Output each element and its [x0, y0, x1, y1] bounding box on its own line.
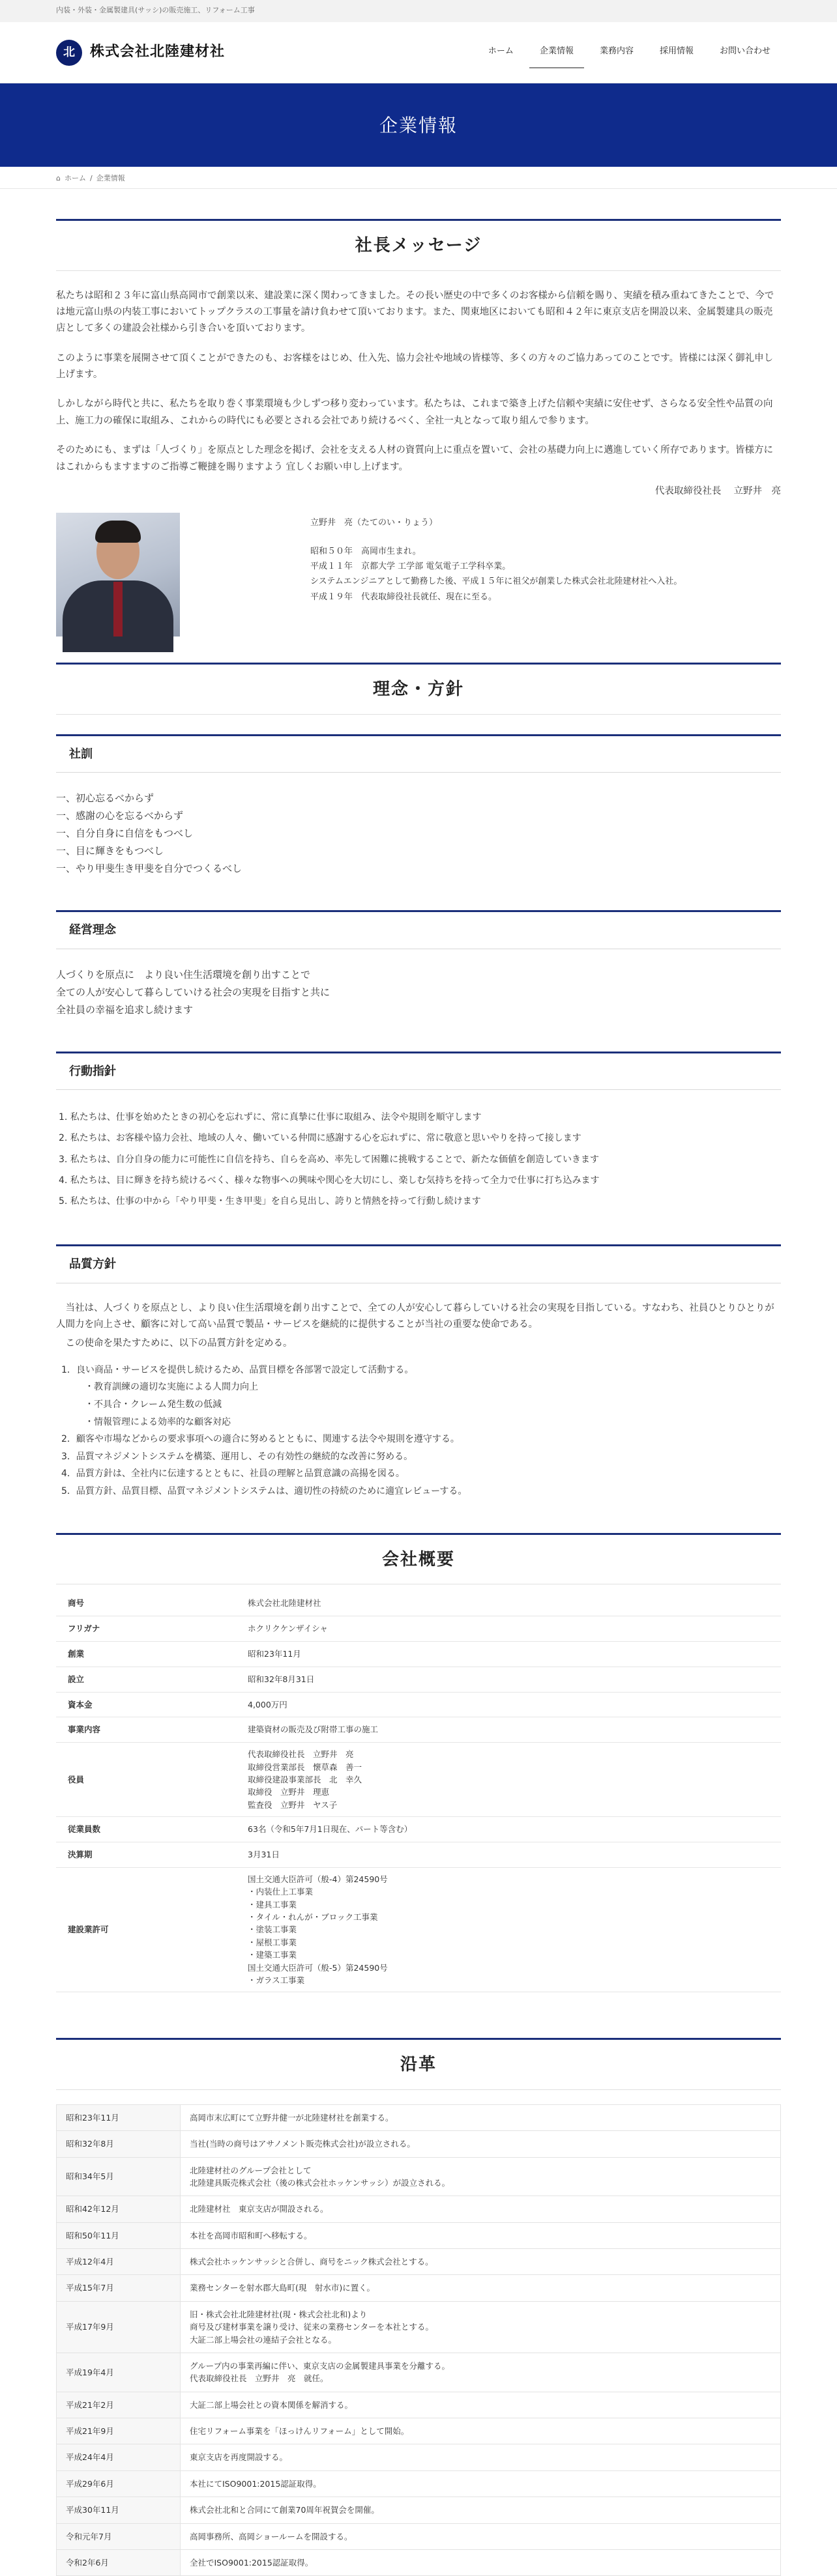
signature: 代表取締役社長 立野井 亮 — [654, 485, 781, 496]
logo-mark-icon: 北 — [56, 40, 82, 66]
history-date: 昭和42年12月 — [57, 2196, 181, 2222]
president-message — [56, 288, 781, 476]
history-text: 東京支店を再度開設する。 — [181, 2444, 781, 2470]
table-row — [56, 1743, 781, 1817]
table-row — [57, 2249, 781, 2275]
profile-line — [310, 531, 682, 544]
history-title: 沿革 — [56, 2038, 781, 2090]
history-text: 本社を高岡市昭和町へ移転する。 — [181, 2222, 781, 2248]
history-date: 昭和32年8月 — [57, 2131, 181, 2157]
home-icon: ⌂ — [56, 174, 61, 182]
row-key: 建設業許可 — [56, 1867, 236, 1992]
table-row — [56, 1591, 781, 1616]
philosophy-title: 理念・方針 — [56, 663, 781, 715]
guidelines-list — [56, 1107, 781, 1212]
history-text: 高岡市末広町にて立野井健一が北陸建材社を創業する。 — [181, 2104, 781, 2130]
history-text: 本社にてISO9001:2015認証取得。 — [181, 2470, 781, 2497]
history-date: 平成29年6月 — [57, 2470, 181, 2497]
row-key: フリガナ — [56, 1616, 236, 1641]
list-item: 一、初心忘るべからず — [56, 792, 154, 805]
history-text: グループ内の事業再編に伴い、東京支店の金属製建具事業を分離する。 代表取締役社長 立野井 亮 就任。 — [181, 2353, 781, 2392]
page-hero — [0, 83, 837, 167]
list-item: 1. 私たちは、仕事を始めたときの初心を忘れずに、常に真摯に仕事に取組み、法令や規則を順守します — [59, 1112, 482, 1123]
list-item: ・不具合・クレーム発生数の低減 — [85, 1399, 222, 1410]
history-date: 令和2年6月 — [57, 2549, 181, 2575]
top-bar — [0, 0, 837, 22]
history-text: 住宅リフォーム事業を「ほっけんリフォーム」として開始。 — [181, 2418, 781, 2444]
row-value: 昭和32年8月31日 — [236, 1667, 781, 1692]
table-row — [56, 1867, 781, 1992]
nav-company[interactable]: 企業情報 — [529, 36, 584, 68]
history-date: 平成12年4月 — [57, 2249, 181, 2275]
table-row — [57, 2392, 781, 2418]
list-item: 1．良い商品・サービスを提供し続けるため、品質目標を各部署で設定して活動する。 — [61, 1364, 414, 1375]
history-text: 北陸建材社 東京支店が開設される。 — [181, 2196, 781, 2222]
row-value: ホクリクケンザイシャ — [236, 1616, 781, 1641]
nav-contact[interactable]: お問い合わせ — [719, 46, 771, 57]
list-item: 5．品質方針、品質目標、品質マネジメントシステムは、適切性の持続のために適宜レビューする。 — [61, 1485, 467, 1496]
management-list — [56, 966, 781, 1019]
list-item: 全社員の幸福を追求し続けます — [56, 1003, 194, 1016]
profile-line: システムエンジニアとして勤務した後、平成１５年に祖父が創業した株式会社北陸建材社へ入社。 — [310, 577, 683, 587]
table-row — [57, 2353, 781, 2392]
motto-list — [56, 790, 781, 878]
breadcrumb-sep: / — [89, 174, 93, 182]
list-item: 一、目に輝きをもつべし — [56, 845, 164, 857]
message-paragraph: 私たちは昭和２３年に富山県高岡市で創業以来、建設業に深く関わってきました。その長い歴史の中で多くのお客様から信頼を賜り、実績を積み重ねてきたことで、今では地元富山県の内装工事においてトップクラスの工事量を請け負わせて頂いております。また、関東地区においても昭和４２年に東京支店を開設以来、金属製建具の販売店として多くの建設会社様から引き合いを頂いております。 — [56, 290, 774, 334]
breadcrumb — [0, 167, 837, 189]
table-row — [56, 1817, 781, 1842]
row-value: 3月31日 — [236, 1842, 781, 1868]
president-photo — [56, 513, 180, 637]
nav-recruit[interactable]: 採用情報 — [659, 46, 694, 57]
nav-business[interactable]: 業務内容 — [599, 46, 634, 57]
page-title: 企業情報 — [379, 114, 458, 136]
row-value: 4,000万円 — [236, 1692, 781, 1717]
table-row — [57, 2157, 781, 2196]
history-text: 株式会社北和と合同にて創業70周年祝賀会を開催。 — [181, 2497, 781, 2523]
company-name: 株式会社北陸建材社 — [90, 44, 226, 61]
table-row — [57, 2418, 781, 2444]
quality-intro: 当社は、人づくりを原点とし、より良い住生活環境を創り出すことで、全ての人が安心して暮らしていける社会の実現を目指している。すなわち、社員ひとりひとりが人間力を向上させ、顧客に対して高い品質で製品・サービスを継続的に提供することが当社の重要な使命である。 — [56, 1302, 774, 1330]
message-paragraph: そのためにも、まずは「人づくり」を原点とした理念を掲げ、会社を支える人材の資質向上に重点を置いて、会社の基礎力向上に邁進していく所存であります。皆様方にはこれからもますますのご指導ご鞭撻を賜りますよう 宜しくお願い申し上げます。 — [56, 445, 773, 472]
table-row — [57, 2196, 781, 2222]
history-date: 平成19年4月 — [57, 2353, 181, 2392]
row-value: 株式会社北陸建材社 — [236, 1591, 781, 1616]
list-item: 2. 私たちは、お客様や協力会社、地域の人々、働いている仲間に感謝する心を忘れずに、常に敬意と思いやりを持って接します — [59, 1133, 581, 1144]
list-item: ・教育訓練の適切な実施による人間力向上 — [85, 1382, 258, 1393]
row-value: 63名（令和5年7月1日現在、パート等含む） — [236, 1817, 781, 1842]
table-row — [57, 2549, 781, 2575]
quality-policy — [56, 1300, 781, 1352]
list-item: 一、やり甲斐生き甲斐を自分でつくるべし — [56, 863, 242, 875]
row-key: 役員 — [56, 1743, 236, 1817]
profile-text — [310, 513, 682, 637]
profile-line: 平成１１年 京都大学 工学部 電気電子工学科卒業。 — [310, 562, 511, 572]
management-title: 経営理念 — [56, 910, 781, 949]
row-value: 昭和23年11月 — [236, 1641, 781, 1667]
message-paragraph: しかしながら時代と共に、私たちを取り巻く事業環境も少しずつ移り変わっています。私たちは、これまで築き上げた信頼や実績に安住せず、さらなる安全性や品質の向上、施工力の確保に取組み、これからの時代にも必要とされる会社であり続けるべく、全社一丸となって取り組んで参ります。 — [56, 399, 773, 426]
table-row — [56, 1842, 781, 1868]
main-content — [56, 189, 781, 2576]
profile-line: 立野井 亮（たてのい・りょう） — [310, 518, 438, 528]
row-key: 設立 — [56, 1667, 236, 1692]
list-item: 5. 私たちは、仕事の中から「やり甲斐・生き甲斐」を自ら見出し、誇りと情熱を持って行動し続けます — [59, 1196, 481, 1207]
table-row — [57, 2131, 781, 2157]
list-item: 3. 私たちは、自分自身の能力に可能性に自信を持ち、自らを高め、率先して困難に挑戦することで、新たな価値を創造していきます — [59, 1154, 599, 1165]
row-value: 代表取締役社長 立野井 亮 取締役営業部長 懐草森 善一 取締役建設事業部長 北 幸久 取締役 立野井 理恵 監査役 立野井 ヤス子 — [236, 1743, 781, 1817]
history-date: 昭和23年11月 — [57, 2104, 181, 2130]
table-row — [56, 1667, 781, 1692]
message-title: 社長メッセージ — [56, 219, 781, 271]
history-date: 平成30年11月 — [57, 2497, 181, 2523]
history-text: 株式会社ホッケンサッシと合併し、商号をニック株式会社とする。 — [181, 2249, 781, 2275]
motto-title: 社訓 — [56, 734, 781, 773]
table-row — [57, 2301, 781, 2353]
site-header — [0, 22, 837, 83]
table-row — [57, 2444, 781, 2470]
row-key: 商号 — [56, 1591, 236, 1616]
profile-line: 昭和５０年 高岡市生まれ。 — [310, 546, 421, 556]
tagline: 内装・外装・金属製建具(サッシ)の販売施工、リフォーム工事 — [56, 6, 255, 14]
row-key: 事業内容 — [56, 1717, 236, 1743]
history-date: 平成15年7月 — [57, 2275, 181, 2301]
nav-home[interactable]: ホーム — [488, 46, 514, 57]
history-date: 昭和34年5月 — [57, 2157, 181, 2196]
list-item: 一、自分自身に自信をもつべし — [56, 827, 194, 840]
history-date: 平成17年9月 — [57, 2301, 181, 2353]
history-date: 昭和50年11月 — [57, 2222, 181, 2248]
list-item: 2．顧客や市場などからの要求事項への適合に努めるとともに、関連する法令や規則を遵守する。 — [61, 1434, 460, 1445]
history-table — [56, 2104, 781, 2576]
history-date: 平成24年4月 — [57, 2444, 181, 2470]
message-paragraph: このように事業を展開させて頂くことができたのも、お客様をはじめ、仕入先、協力会社や地域の皆様等、多くの方々のご協力あってのことです。皆様には深く御礼申し上げます。 — [56, 352, 774, 380]
history-text: 業務センターを射水郡大島町(現 射水市)に置く。 — [181, 2275, 781, 2301]
breadcrumb-current: 企業情報 — [96, 174, 125, 182]
table-row — [56, 1616, 781, 1641]
row-key: 資本金 — [56, 1692, 236, 1717]
table-row — [57, 2104, 781, 2130]
breadcrumb-home[interactable]: ホーム — [64, 174, 86, 182]
quality-intro: この使命を果たすために、以下の品質方針を定める。 — [56, 1338, 293, 1349]
profile-line: 平成１９年 代表取締役社長就任、現在に至る。 — [310, 592, 497, 602]
list-item: 全ての人が安心して暮らしていける社会の実現を目指すと共に — [56, 986, 330, 998]
president-profile — [56, 513, 781, 637]
list-item: ・情報管理による効率的な顧客対応 — [85, 1416, 231, 1427]
row-key: 従業員数 — [56, 1817, 236, 1842]
list-item: 4. 私たちは、目に輝きを持ち続けるべく、様々な物事への興味や関心を大切にし、楽しむ気持ちを持って全力で仕事に打ち込みます — [59, 1175, 600, 1186]
table-row — [57, 2497, 781, 2523]
history-text: 全社でISO9001:2015認証取得。 — [181, 2549, 781, 2575]
history-text: 大証二部上場会社との資本関係を解消する。 — [181, 2392, 781, 2418]
history-date: 令和元年7月 — [57, 2523, 181, 2549]
quality-list — [56, 1362, 781, 1500]
list-item: 4．品質方針は、全社内に伝達するとともに、社員の理解と品質意識の高揚を図る。 — [61, 1468, 405, 1480]
table-row — [56, 1641, 781, 1667]
history-date: 平成21年9月 — [57, 2418, 181, 2444]
list-item: 3．品質マネジメントシステムを構築、運用し、その有効性の継続的な改善に努める。 — [61, 1451, 413, 1462]
row-value: 建築資材の販売及び附帯工事の施工 — [236, 1717, 781, 1743]
row-key: 決算期 — [56, 1842, 236, 1868]
table-row — [57, 2470, 781, 2497]
history-text: 高岡事務所、高岡ショールームを開設する。 — [181, 2523, 781, 2549]
quality-title: 品質方針 — [56, 1244, 781, 1283]
main-nav — [478, 36, 781, 68]
row-value: 国土交通大臣許可（般-4）第24590号 ・内装仕上工事業 ・建具工事業 ・タイル・れんが・ブロック工事業 ・塗装工事業 ・屋根工事業 ・建築工事業 国土交通大臣許可（般-5）第24590号 ・ガラス工事業 — [236, 1867, 781, 1992]
overview-title: 会社概要 — [56, 1533, 781, 1585]
history-date: 平成21年2月 — [57, 2392, 181, 2418]
table-row — [57, 2222, 781, 2248]
history-text: 当社(当時の商号はアサノメント販売株式会社)が設立される。 — [181, 2131, 781, 2157]
history-text: 旧・株式会社北陸建材社(現・株式会社北和)より 商号及び建材事業を譲り受け、従来の業務センターを本社とする。 大証二部上場会社の連結子会社となる。 — [181, 2301, 781, 2353]
overview-table — [56, 1591, 781, 1992]
table-row — [56, 1692, 781, 1717]
table-row — [57, 2523, 781, 2549]
logo[interactable] — [56, 40, 225, 66]
list-item: 人づくりを原点に より良い住生活環境を創り出すことで — [56, 968, 311, 980]
history-text: 北陸建材社のグループ会社として 北陸建具販売株式会社（後の株式会社ホッケンサッシ）が設立される。 — [181, 2157, 781, 2196]
list-item: 一、感謝の心を忘るべからず — [56, 810, 184, 822]
table-row — [57, 2275, 781, 2301]
table-row — [56, 1717, 781, 1743]
guidelines-title: 行動指針 — [56, 1052, 781, 1091]
row-key: 創業 — [56, 1641, 236, 1667]
